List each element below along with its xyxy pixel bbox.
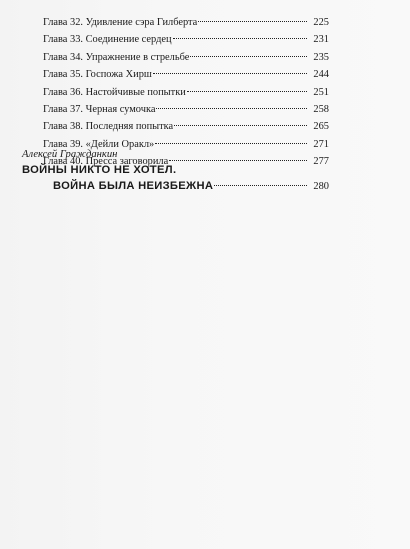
toc-entry-page: 277: [313, 156, 329, 168]
toc-entry-page: 244: [313, 69, 329, 81]
toc-entry-title: Глава 38. Последняя попытка: [43, 121, 174, 133]
toc-entry-page: 258: [313, 103, 329, 115]
toc-entry-38: [43, 118, 329, 135]
toc-dot-leader: [169, 160, 307, 161]
toc-dot-leader: [190, 56, 307, 57]
toc-entry-title: Глава 39. «Дейли Оракл»: [43, 138, 155, 150]
section-heading: [22, 163, 329, 194]
toc-entry-37: [43, 101, 329, 118]
toc-entry-title: Глава 34. Упражнение в стрельбе: [43, 51, 190, 63]
toc-entry-title: Глава 36. Настойчивые попытки: [43, 86, 186, 98]
toc-entry-35: [43, 66, 329, 83]
toc-entry-33: [43, 31, 329, 48]
section-title-line-2-row: [22, 179, 329, 195]
toc-dot-leader: [156, 108, 307, 109]
toc-dot-leader: [153, 73, 307, 74]
toc-entry-36: [43, 84, 329, 101]
toc-dot-leader: [174, 125, 307, 126]
section-title-line-1: ВОЙНЫ НИКТО НЕ ХОТЕЛ.: [22, 164, 177, 176]
toc-entry-page: 231: [313, 34, 329, 46]
toc-entry-34: [43, 49, 329, 66]
toc-dot-leader: [155, 143, 307, 144]
toc-entry-title: Глава 33. Соединение сердец: [43, 34, 172, 46]
toc-entry-page: 265: [313, 121, 329, 133]
toc-entry-title: Глава 35. Госпожа Хирш: [43, 69, 152, 81]
toc-dot-leader: [214, 185, 307, 186]
toc-dot-leader: [198, 21, 307, 22]
toc-entry-page: 225: [313, 17, 329, 28]
toc-dot-leader: [173, 38, 307, 39]
table-of-contents: [43, 14, 329, 171]
toc-entry-page: 271: [313, 138, 329, 150]
section-author: Алексей Гражданкин: [22, 149, 118, 160]
toc-entry-32: [43, 14, 329, 31]
section-page: 280: [313, 180, 329, 192]
section-title-line-2: ВОЙНА БЫЛА НЕИЗБЕЖНА: [53, 179, 214, 192]
toc-entry-title: Глава 40. Пресса заговорила: [43, 156, 169, 168]
toc-dot-leader: [187, 91, 307, 92]
toc-entry-title: Глава 37. Черная сумочка: [43, 103, 156, 115]
toc-entry-page: 235: [313, 51, 329, 63]
toc-entry-page: 251: [313, 86, 329, 98]
toc-entry-title: Глава 32. Удивление сэра Гилберта: [43, 17, 198, 28]
